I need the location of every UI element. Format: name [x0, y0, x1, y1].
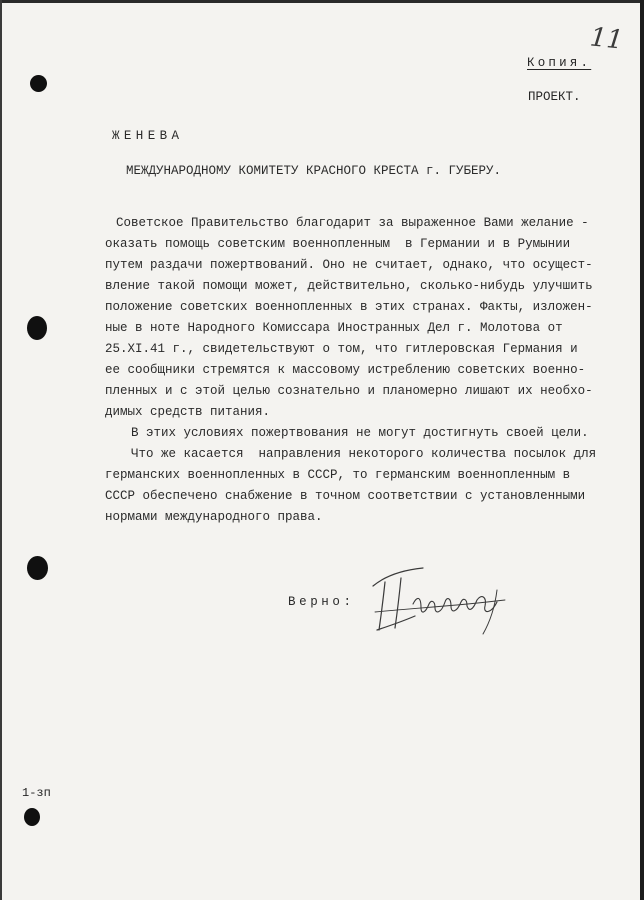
body-line: 25.XI.41 г., свидетельствуют о том, что гитлеровская Германия и [105, 342, 578, 356]
body-line: вление такой помощи может, действительно, сколько-нибудь улучшить [105, 279, 593, 293]
sheet-number: 11 [588, 22, 625, 56]
body-line: германских военнопленных в СССР, то германским военнопленным в [105, 468, 571, 482]
scan-edge-right [640, 0, 644, 900]
scan-edge-top [0, 0, 644, 3]
body-line: ные в ноте Народного Комиссара Иностранных Дел г. Молотова от [105, 321, 563, 335]
body-line: путем раздачи пожертвований. Оно не считает, однако, что осущест- [105, 258, 593, 272]
scan-edge-left [0, 0, 2, 900]
body-line: оказать помощь советским военнопленным в Германии и в Румынии [105, 237, 571, 251]
punch-hole [27, 316, 47, 340]
footer-code: 1-зп [22, 786, 51, 800]
address-city: ЖЕНЕВА [112, 129, 184, 143]
body-line: ее сообщники стремятся к массовому истреблению советских военно- [105, 363, 586, 377]
punch-hole [30, 75, 47, 92]
body-line: Что же касается направления некоторого количества посылок для [101, 447, 597, 461]
body-line: нормами международного права. [105, 510, 323, 524]
address-recipient: МЕЖДУНАРОДНОМУ КОМИТЕТУ КРАСНОГО КРЕСТА г. ГУБЕРУ. [126, 164, 502, 178]
punch-hole [24, 808, 40, 826]
body-line: СССР обеспечено снабжение в точном соответствии с установленными [105, 489, 586, 503]
punch-hole [27, 556, 48, 580]
body-line: димых средств питания. [105, 405, 271, 419]
verno-label: Верно: [288, 595, 355, 609]
body-line: В этих условиях пожертвования не могут достигнуть своей цели. [101, 426, 589, 440]
body-line: пленных и с этой целью сознательно и планомерно лишают их необхо- [105, 384, 593, 398]
body-line: положение советских военнопленных в этих странах. Факты, изложен- [105, 300, 593, 314]
handwritten-signature [355, 556, 515, 646]
body-line: Советское Правительство благодарит за выраженное Вами желание - [86, 216, 589, 230]
draft-label: ПРОЕКТ. [528, 90, 581, 104]
copy-label: Копия. [527, 56, 592, 70]
